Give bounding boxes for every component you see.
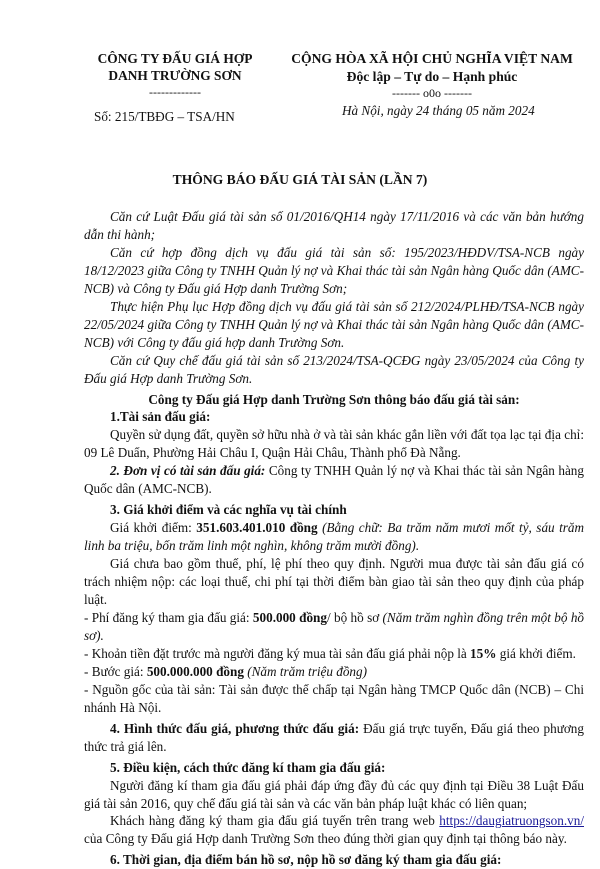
section-3-title: 3. Giá khởi điểm và các nghĩa vụ tài chính — [110, 502, 347, 518]
section-4 — [84, 720, 584, 756]
preamble-contract: Căn cứ hợp đồng dịch vụ đấu giá tài sản số: 195/2023/HĐDV/TSA-NCB ngày 18/12/2023 giữa Công ty TNHH Quản lý nợ và Khai thác tài sản Ngân hàng Quốc dân (AMC-NCB) và Công ty Đấu giá Hợp danh Trường Sơn; — [84, 244, 584, 296]
deposit-text: - Khoản tiền đặt trước mà người đăng ký mua tài sản đấu giá phải nộp là — [84, 645, 471, 661]
start-price-label: Giá khởi điểm: — [110, 520, 197, 536]
section-5-text1: Người đăng kí tham gia đấu giá phải đáp ứng đầy đủ các quy định tại Điều 38 Luật Đấu giá tài sản 2016, quy chế đấu giá tài sản và các văn bản pháp luật khác có liên quan; — [84, 777, 584, 811]
section-1-heading — [84, 408, 584, 426]
tax-note: Giá chưa bao gồm thuế, phí, lệ phí theo quy định. Người mua được tài sản đấu giá có trách nhiệm nộp: các loại thuế, chi phí tại thời điểm bàn giao tài sản theo quy định của pháp luật. — [84, 556, 584, 608]
fee-value: 500.000 đồng — [252, 609, 327, 625]
section-5-text2 — [84, 812, 584, 848]
document-date: Hà Nội, ngày 24 tháng 05 năm 2024 — [342, 103, 535, 118]
preamble-appendix: Thực hiện Phụ lục Hợp đồng dịch vụ đấu giá tài sản số 212/2024/PLHĐ/TSA-NCB ngày 22/05/2024 giữa Công ty TNHH Quản lý nợ và Khai thác tài sản Ngân hàng Quốc dân (AMC-NCB) với Công ty đấu giá hợp danh Trường Sơn. — [84, 298, 584, 350]
header-left — [70, 50, 280, 98]
document-body — [84, 208, 584, 869]
national-motto: Độc lập – Tự do – Hạnh phúc — [346, 68, 518, 84]
header-right-separator: ------- o0o ------- — [392, 85, 472, 100]
step-words: (Năm trăm triệu đồng) — [243, 663, 368, 679]
deposit-tail: giá khởi điểm. — [496, 645, 576, 661]
deposit-percent: 15% — [470, 645, 497, 661]
preamble-law: Căn cứ Luật Đấu giá tài sản số 01/2016/QH14 ngày 17/11/2016 và các văn bản hướng dẫn thi hành; — [84, 209, 584, 242]
preamble-regulation: Căn cứ Quy chế đấu giá tài sản số 213/2024/TSA-QCĐG ngày 23/05/2024 của Công ty Đấu giá Hợp danh Trường Sơn. — [84, 352, 584, 386]
header-left-separator: ------------- — [149, 84, 201, 99]
start-price-value: 351.603.401.010 đồng — [196, 520, 318, 536]
section-5-title: 5. Điều kiện, cách thức đăng kí tham gia đấu giá: — [110, 759, 386, 775]
asset-origin: - Nguồn gốc của tài sản: Tài sản được thế chấp tại Ngân hàng TMCP Quốc dân (NCB) – Chi nhánh Hà Nội. — [84, 681, 584, 715]
start-price — [84, 519, 584, 555]
org-name-line2: DANH TRƯỜNG SƠN — [108, 68, 242, 84]
fee-words: (Năm trăm nghìn đồng trên một bộ hồ sơ). — [84, 609, 585, 643]
section-1-title: 1.Tài sản đấu giá: — [110, 409, 211, 425]
section-2-text: Công ty TNHH Quản lý nợ và Khai thác tài sản Ngân hàng Quốc dân (AMC-NCB). — [84, 463, 584, 497]
deposit — [84, 645, 584, 663]
section-2 — [84, 462, 584, 498]
document-title: THÔNG BÁO ĐẤU GIÁ TÀI SẢN (LẦN 7) — [172, 172, 428, 187]
fee-label: - Phí đăng ký tham gia đấu giá: — [84, 609, 253, 625]
section-1-text: Quyền sử dụng đất, quyền sở hữu nhà ở và tài sản khác gắn liền với đất tọa lạc tại địa chỉ: 09 Lê Duẩn, Phường Hải Châu I, Quận Hải Châu, Thành phố Đà Nẵng. — [84, 427, 584, 461]
start-price-words: (Bằng chữ: Ba trăm năm mươi mốt tỷ, sáu trăm linh ba triệu, bốn trăm linh một nghìn, không trăm mười đồng). — [84, 520, 585, 554]
org-name-line1: CÔNG TY ĐẤU GIÁ HỢP — [97, 51, 253, 66]
nation-name: CỘNG HÒA XÃ HỘI CHỦ NGHĨA VIỆT NAM — [291, 51, 573, 66]
step-label: - Bước giá: — [84, 663, 147, 679]
section-6-title: 6. Thời gian, địa điểm bán hồ sơ, nộp hồ sơ đăng ký tham gia đấu giá: — [110, 852, 502, 868]
section-5-text2-pre: Khách hàng đăng ký tham gia đấu giá tuyến trên trang web — [110, 813, 440, 829]
step-value: 500.000.000 đồng — [146, 663, 244, 679]
section-4-title: 4. Hình thức đấu giá, phương thức đấu giá: — [110, 720, 360, 736]
header-right — [284, 50, 580, 99]
registration-fee — [84, 609, 584, 645]
document-number: Số: 215/TBĐG – TSA/HN — [94, 109, 235, 124]
section-5-text2-post: của Công ty Đấu giá Hợp danh Trường Sơn theo đúng thời gian quy định tại thông báo này. — [84, 831, 567, 847]
intro-statement: Công ty Đấu giá Hợp danh Trường Sơn thông báo đấu giá tài sản: — [148, 391, 520, 407]
section-4-text: Đấu giá trực tuyến, Đấu giá theo phương thức trả giá lên. — [84, 720, 584, 754]
bid-step — [84, 663, 584, 681]
website-link[interactable]: https://daugiatruongson.vn/ — [439, 813, 584, 829]
section-2-title: 2. Đơn vị có tài sản đấu giá: — [110, 463, 266, 479]
fee-rest: / bộ hồ sơ — [326, 609, 383, 625]
